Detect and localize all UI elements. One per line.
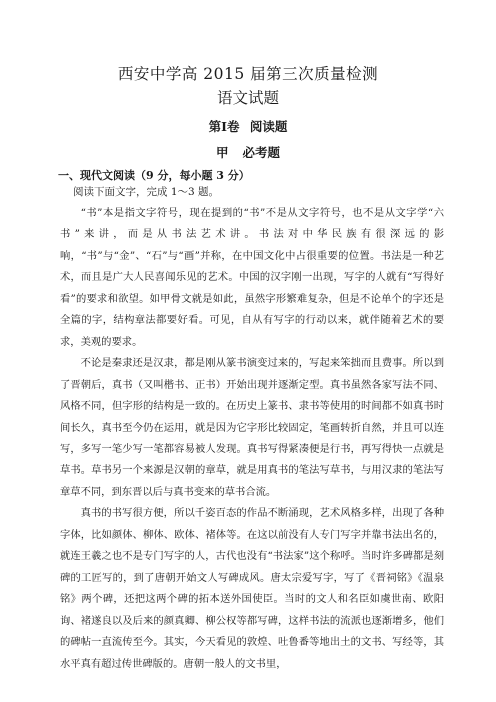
school-exam-title: 西安中学高 2015 届第三次质量检测 <box>117 65 379 83</box>
section-instruction: 阅读下面文字，完成 1～3 题。 <box>73 186 220 198</box>
passage-paragraph-1: “书”本是指文字符号，现在提到的“书”不是从文字符号，也不是从文字学“六书”来讲，而是从书法艺术讲。书法对中华民族有很深远的影响，“书”与“金”、“石”与“画”并称，在中国文化中占很重要的位置。书法是一种艺术，而且是广大人民喜闻乐见的艺术。中国的汉字刚一出现，写字的人就有“写得好看”的要求和欲望。如甲骨文就是如此，虽然字形繁难复杂，但是不论单个的字还是全篇的字，结构章法都要好看。可见，自从有写字的行动以来，就伴随着艺术的要求，美观的要求。 <box>60 207 444 348</box>
part-label-b: 必考题 <box>242 145 281 160</box>
volume-title: 第Ⅰ卷 阅读题 <box>208 119 288 134</box>
part-title <box>0 143 496 161</box>
subject-title: 语文试题 <box>216 89 279 107</box>
reading-passage <box>60 203 444 675</box>
passage-paragraph-2: 不论是秦隶还是汉隶，都是刚从篆书演变过来的，写起来笨拙而且费事。所以到了晋朝后，真书（又叫楷书、正书）开始出现并逐渐定型。真书虽然各家写法不同、风格不同，但字形的结构是一致的。在历史上篆书、隶书等使用的时间都不如真书时间长久，真书至今仍在运用，就是因为它字形比较固定，笔画转折自然，并且可以连写，多写一笔少写一笔都容易被人发现。真书写得紧凑便是行书，再写得快一点就是草书。草书另一个来源是汉朝的章草，就是用真书的笔法写草书，与用汉隶的笔法写章草不同，到东晋以后与真书变来的草书合流。 <box>60 357 444 498</box>
part-label-a: 甲 <box>215 145 229 160</box>
section-heading: 一、现代文阅读（9 分，每小题 3 分） <box>58 169 250 182</box>
passage-paragraph-3: 真书的书写很方便，所以千姿百态的作品不断涌现，艺术风格多样，出现了各种字体，比如颜体、柳体、欧体、褚体等。在这以前没有人专门写字并靠书法出名的，就连王羲之也不是专门写字的人，古代也没有“书法家”这个称呼。当时许多碑都是刻碑的工匠写的，到了唐朝开始文人写碑成风。唐太宗爱写字，写了《晋祠铭》《温泉铭》两个碑，还把这两个碑的拓本送外国使臣。当时的文人和名臣如虞世南、欧阳询、褚遂良以及后来的颜真卿、柳公权等都写碑，这样书法的流派也逐渐增多，他们的碑帖一直流传至今。其实，今天看见的敦煌、吐鲁番等地出土的文书、写经等，其水平真有超过传世碑版的。唐朝一般人的文书里， <box>60 507 444 670</box>
